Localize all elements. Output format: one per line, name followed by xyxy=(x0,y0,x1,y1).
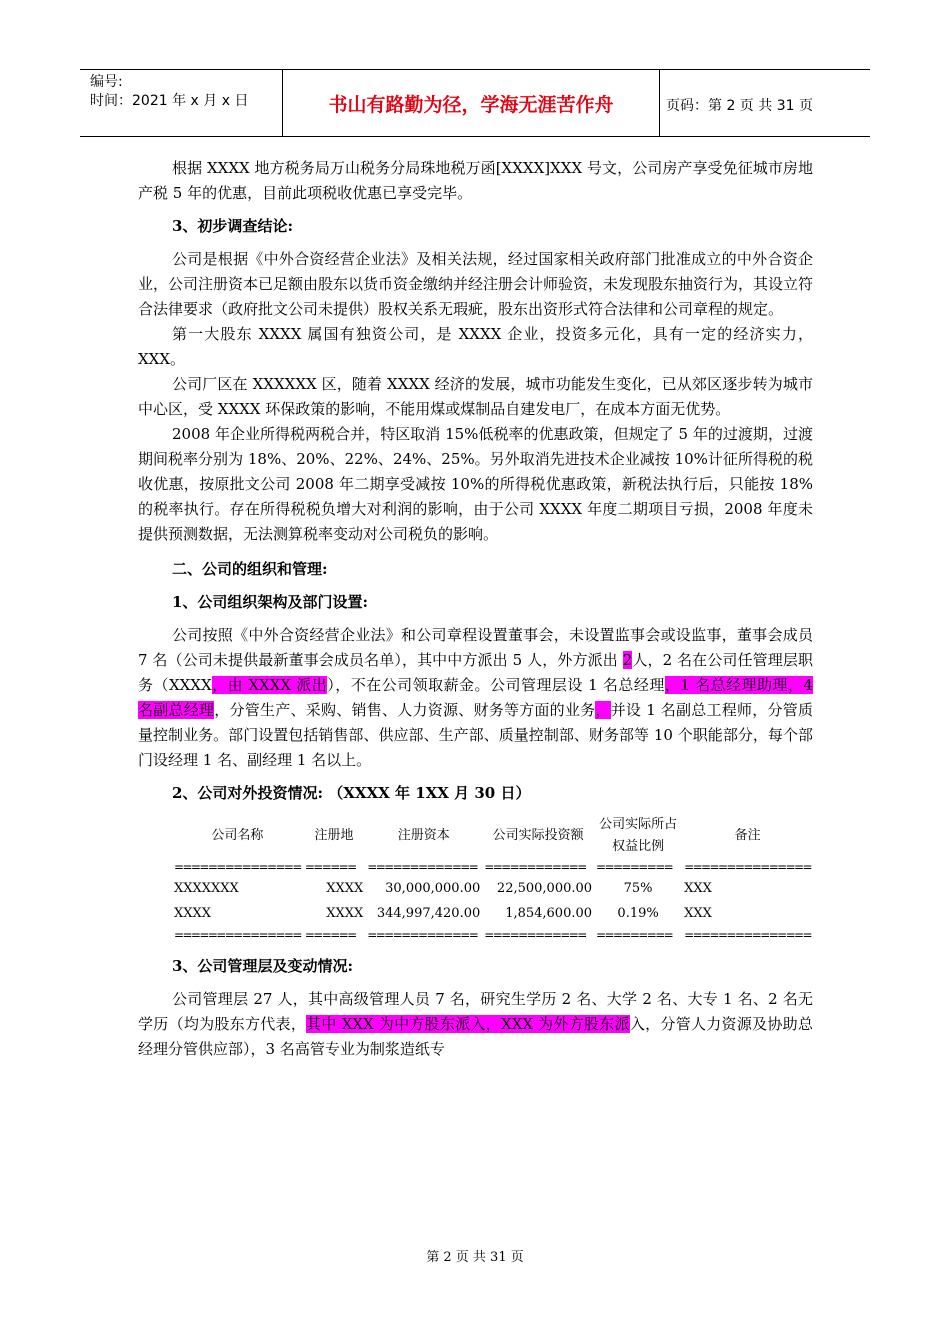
header-reg-capital: 注册资本 xyxy=(397,828,450,843)
header-actual-investment: 公司实际投资额 xyxy=(492,828,584,843)
page-header xyxy=(80,69,870,137)
paragraph-factory-location: 公司厂区在 XXXXXX 区，随着 XXXX 经济的发展，城市功能发生变化，已从郊区逐步转为城市中心区，受 XXXX 环保政策的影响，不能用煤或煤制品自建发电厂，在成本方面无优势。 xyxy=(138,375,813,418)
highlight-text: ， xyxy=(595,701,611,719)
highlight-text: 2 xyxy=(622,651,633,669)
header-page-number: 页码：第 2 页 共 31 页 xyxy=(666,98,813,114)
investment-table xyxy=(172,814,813,944)
heading-preliminary-conclusion: 3、初步调查结论: xyxy=(172,217,293,235)
paragraph-income-tax: 2008 年企业所得税两税合并，特区取消 15%低税率的优惠政策，但规定了 5 年的过渡期，过渡期间税率分别为 18%、20%、22%、24%、25%。另外取消先进技术企业减按 10%计征所得税的税收优惠，按原批文公司 2008 年二期享受减按 10%的所得税优惠政策，新税法执行后，只能按 18%的税率执行。存在所得税税负增大对利润的影响，由于公司 XXXX 年度二期项目亏损，2008 年度未提供预测数据，无法测算税率变动对公司税负的影响。 xyxy=(138,425,813,543)
heading-external-investment: 2、公司对外投资情况: （XXXX 年 1XX 月 30 日） xyxy=(172,784,531,802)
heading-org-structure: 1、公司组织架构及部门设置: xyxy=(172,593,368,611)
heading-organization-management: 二、公司的组织和管理: xyxy=(172,560,328,578)
paragraph-management-team: 公司管理层 27 人，其中高级管理人员 7 名，研究生学历 2 名、大学 2 名、大专 1 名、2 名无学历（均为股东方代表，其中 XXX 为中方股东派入，XXX 为外方股东派入，分管人力资源及协助总经理分管供应部），3 名高管专业为制浆造纸专 xyxy=(138,990,813,1058)
header-company-name: 公司名称 xyxy=(211,828,264,843)
table-separator: =============== ====== ============= ============ ========= =============== xyxy=(174,860,811,874)
header-reg-place: 注册地 xyxy=(314,828,354,843)
paragraph-board-management: 公司按照《中外合资经营企业法》和公司章程设置董事会，未设置监事会或设监事，董事会成员 7 名（公司未提供最新董事会成员名单），其中中方派出 5 人，外方派出 2人，2 名在公司任管理层职务（XXXX，由 XXXX 派出），不在公司领取薪金。公司管理层设 1 名总经理，1 名总经理助理，4 名副总经理，分管生产、采购、销售、人力资源、财务等方面的业务，并设 1 名副总工程师，分管质量控制业务。部门设置包括销售部、供应部、生产部、质量控制部、财务部等 10 个职能部分，每个部门设经理 1 名、副经理 1 名以上。 xyxy=(138,626,813,769)
table-separator: =============== ====== ============= ============ ========= =============== xyxy=(174,928,811,942)
highlight-text: 其中 XXX 为中方股东派入，XXX 为外方股东派 xyxy=(306,1015,630,1033)
highlight-text: ，1 名总经理助理，4 名副总经理 xyxy=(138,676,813,719)
document-number: 编号: xyxy=(90,74,123,90)
document-body xyxy=(138,156,813,1062)
header-remarks: 备注 xyxy=(734,828,761,843)
document-date: 时间：2021 年 x 月 x 日 xyxy=(90,93,249,109)
header-motto: 书山有路勤为径，学海无涯苦作舟 xyxy=(282,70,660,136)
table-row: XXXXXXX XXXX 30,000,000.00 22,500,000.00 75% XXX xyxy=(174,881,712,896)
heading-management-changes: 3、公司管理层及变动情况: xyxy=(172,957,353,975)
table-row: XXXX XXXX 344,997,420.00 1,854,600.00 0.19% XXX xyxy=(174,906,712,921)
highlight-text: ，由 XXXX 派出 xyxy=(211,676,328,694)
header-meta xyxy=(80,70,282,136)
paragraph-tax-exemption: 根据 XXXX 地方税务局万山税务分局珠地税万函[XXXX]XXX 号文，公司房产享受免征城市房地产税 5 年的优惠，目前此项税收优惠已享受完毕。 xyxy=(138,159,813,202)
header-equity-ratio: 公司实际所占权益比例 xyxy=(599,817,678,854)
paragraph-establishment: 公司是根据《中外合资经营企业法》及相关法规，经过国家相关政府部门批准成立的中外合资企业，公司注册资本已足额由股东以货币资金缴纳并经注册会计师验资，未发现股东抽资行为，其设立符合法律要求（政府批文公司未提供）股权关系无瑕疵，股东出资形式符合法律和公司章程的规定。 xyxy=(138,250,814,318)
table-header-row xyxy=(172,814,813,858)
paragraph-major-shareholder: 第一大股东 XXXX 属国有独资公司，是 XXXX 企业，投资多元化，具有一定的经济实力，XXX。 xyxy=(138,325,813,368)
page-footer: 第 2 页 共 31 页 xyxy=(426,1250,524,1265)
